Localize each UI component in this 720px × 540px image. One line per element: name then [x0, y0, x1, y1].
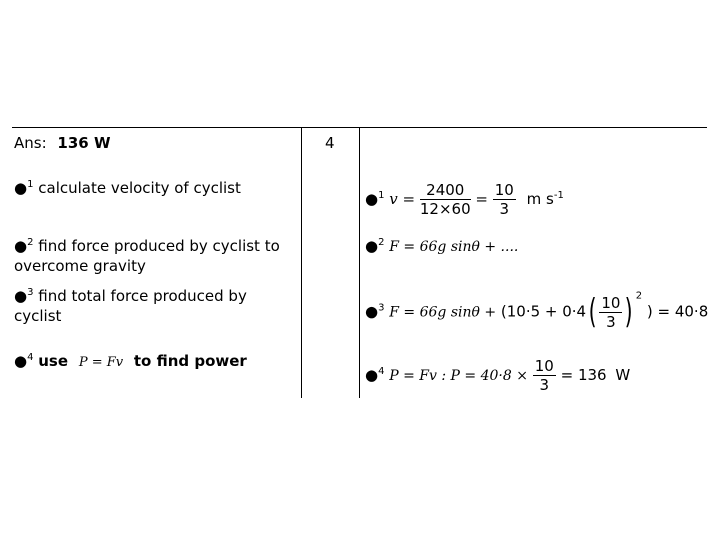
step-number: 3	[378, 302, 385, 314]
denominator: 3	[499, 200, 510, 218]
fraction	[493, 181, 516, 218]
bullet-icon: ●	[365, 366, 379, 384]
bullet-icon: ●	[365, 190, 379, 208]
fraction	[420, 181, 471, 218]
step-number: 1	[27, 179, 34, 190]
step-number: 4	[27, 352, 34, 363]
step-2-cont	[14, 256, 146, 276]
answer-value: 136 W	[57, 134, 111, 152]
unit: m s	[526, 190, 554, 208]
step-number: 3	[27, 287, 34, 298]
step-2	[14, 236, 280, 256]
equation-rhs: = 136	[560, 366, 607, 384]
answer-line	[14, 133, 111, 153]
step-description: find total force produced by	[38, 287, 247, 305]
numerator: 10	[534, 357, 554, 375]
equation-mid: (10·5 + 0·4	[500, 302, 587, 321]
bullet-icon: ●	[14, 287, 28, 305]
unit: W	[615, 366, 631, 384]
fraction	[599, 294, 622, 331]
step-3-cont	[14, 306, 61, 326]
column-divider	[301, 127, 302, 398]
step-number: 2	[378, 237, 385, 248]
denominator: 3	[539, 376, 550, 394]
step-description: use	[38, 352, 69, 370]
solution-1: ●$^1$ v = $\frac{2400}{12\times 60}$ = $\frac{10}{3}$ m $s^{-1}$	[365, 181, 564, 218]
bullet-icon: ●	[365, 237, 379, 255]
formula: P = Fv	[78, 355, 124, 370]
step-1	[14, 178, 241, 198]
variable: v	[389, 190, 398, 208]
answer-prefix: Ans:	[14, 134, 47, 152]
numerator: 10	[601, 293, 621, 312]
solution-3	[365, 292, 708, 332]
denominator: 3	[606, 312, 616, 331]
equation-lhs: P = Fv : P = 40·8 ×	[389, 368, 528, 384]
step-number: 4	[378, 366, 385, 377]
bullet-icon: ●	[365, 302, 379, 321]
bullet-icon: ●	[14, 237, 28, 255]
equation-rhs: ) = 40·8	[646, 302, 709, 321]
numerator: 10	[494, 181, 514, 199]
denominator: 12×60	[419, 200, 471, 218]
bullet-icon: ●	[14, 352, 28, 370]
marks-value: 4	[325, 134, 335, 152]
exponent: 2	[635, 290, 643, 302]
step-number: 1	[378, 190, 385, 201]
fraction	[533, 357, 556, 394]
step-4	[14, 351, 247, 373]
equation-lhs: F = 66g sinθ +	[389, 304, 497, 321]
step-description: cyclist	[14, 307, 62, 325]
equation: F = 66g sinθ + ....	[389, 239, 519, 255]
bullet-icon: ●	[14, 179, 28, 197]
step-3	[14, 286, 247, 306]
numerator: 2400	[420, 181, 471, 200]
right-paren: )	[625, 292, 634, 332]
solution-2	[365, 236, 518, 257]
step-description: overcome gravity	[14, 257, 146, 275]
column-divider	[359, 127, 360, 398]
unit-exponent: -1	[553, 190, 564, 201]
left-paren: (	[588, 292, 597, 332]
step-description: to find power	[133, 352, 247, 370]
step-description: find force produced by cyclist to	[38, 237, 280, 255]
solution-4	[365, 357, 630, 394]
step-number: 2	[27, 237, 34, 248]
step-description: calculate velocity of cyclist	[38, 179, 241, 197]
